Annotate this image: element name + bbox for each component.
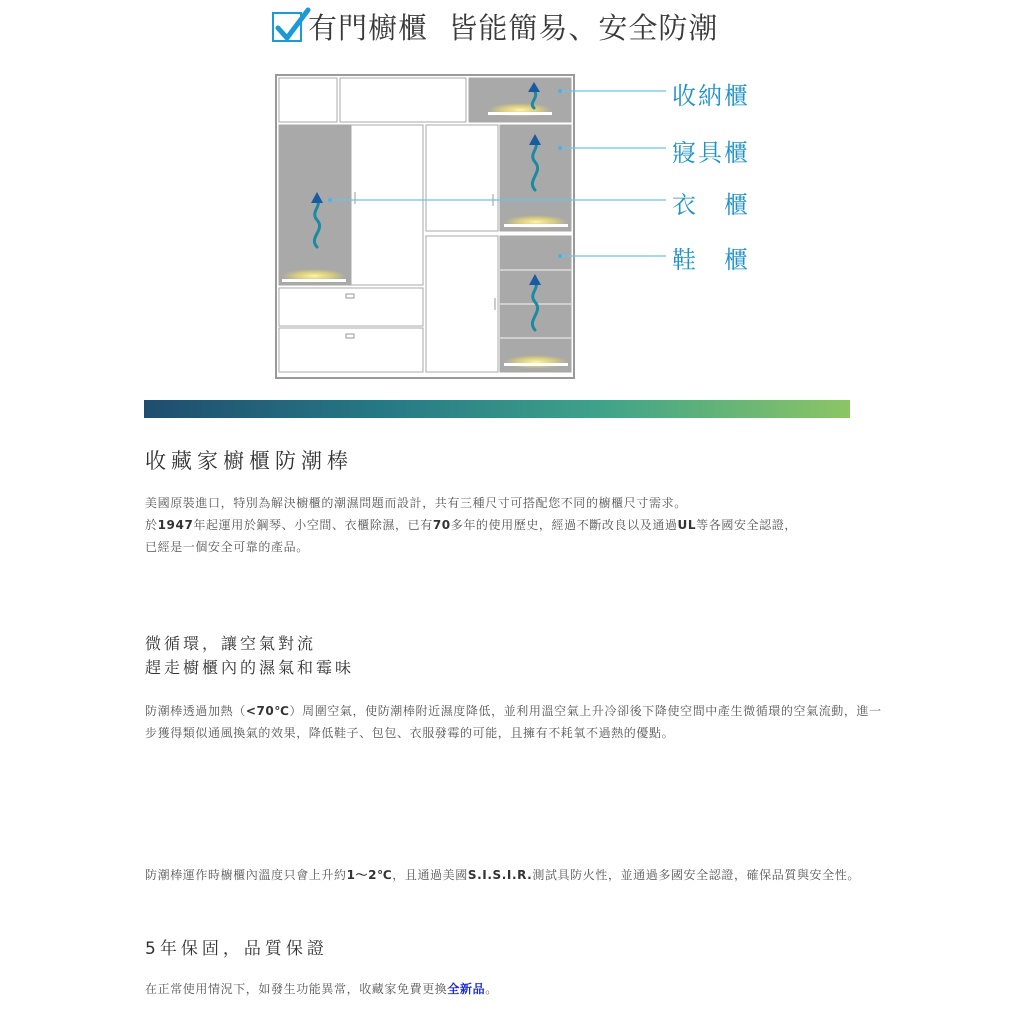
callout-bedding-cabinet: 寢具櫃 xyxy=(672,139,750,167)
gradient-divider xyxy=(144,400,850,418)
intro-line-2: 於1947年起運用於鋼琴、小空間、衣櫃除濕，已有70多年的使用歷史，經過不斷改良以及通過UL等各國安全認證， xyxy=(145,518,797,532)
callout-shoe-cabinet: 鞋 櫃 xyxy=(672,246,750,274)
headline xyxy=(272,6,718,47)
intro-line-3: 已經是一個安全可靠的產品。 xyxy=(145,540,309,554)
section-title-circulation xyxy=(145,632,354,680)
callout-wardrobe: 衣 櫃 xyxy=(672,191,750,219)
checkmark-icon xyxy=(272,12,302,42)
safety-paragraph: 防潮棒運作時櫥櫃內溫度只會上升約1～2℃，且通過美國S.I.S.I.R.測試具防火性，並通過多國安全認證，確保品質與安全性。 xyxy=(145,868,860,882)
headline-text: 有門櫥櫃 皆能簡易、安全防潮 xyxy=(308,11,719,45)
product-intro xyxy=(145,492,885,558)
intro-line-1: 美國原裝進口，特別為解決櫥櫃的潮濕問題而設計，共有三種尺寸可搭配您不同的櫥櫃尺寸需求。 xyxy=(145,496,687,510)
new-product-highlight: 全新品 xyxy=(447,982,486,996)
section-title-product: 收藏家櫥櫃防潮棒 xyxy=(145,449,353,473)
circulation-title-line-1: 微循環，讓空氣對流 xyxy=(145,634,317,653)
circulation-title-line-2: 趕走櫥櫃內的濕氣和霉味 xyxy=(145,658,355,677)
callout-storage-cabinet: 收納櫃 xyxy=(672,82,750,110)
circulation-paragraph: 防潮棒透過加熱（<70℃）周圍空氣，使防潮棒附近濕度降低，並利用溫空氣上升冷卻後下降使空間中產生微循環的空氣流動，進一步獲得類似通風換氣的效果，降低鞋子、包包、衣服發霉的可能，且擁有不耗氧不過熱的優點。 xyxy=(145,704,882,740)
section-title-warranty: 5年保固，品質保證 xyxy=(145,939,328,959)
wardrobe-diagram xyxy=(270,72,770,382)
warranty-paragraph: 在正常使用情況下，如發生功能異常，收藏家免費更換全新品。 xyxy=(145,982,498,996)
